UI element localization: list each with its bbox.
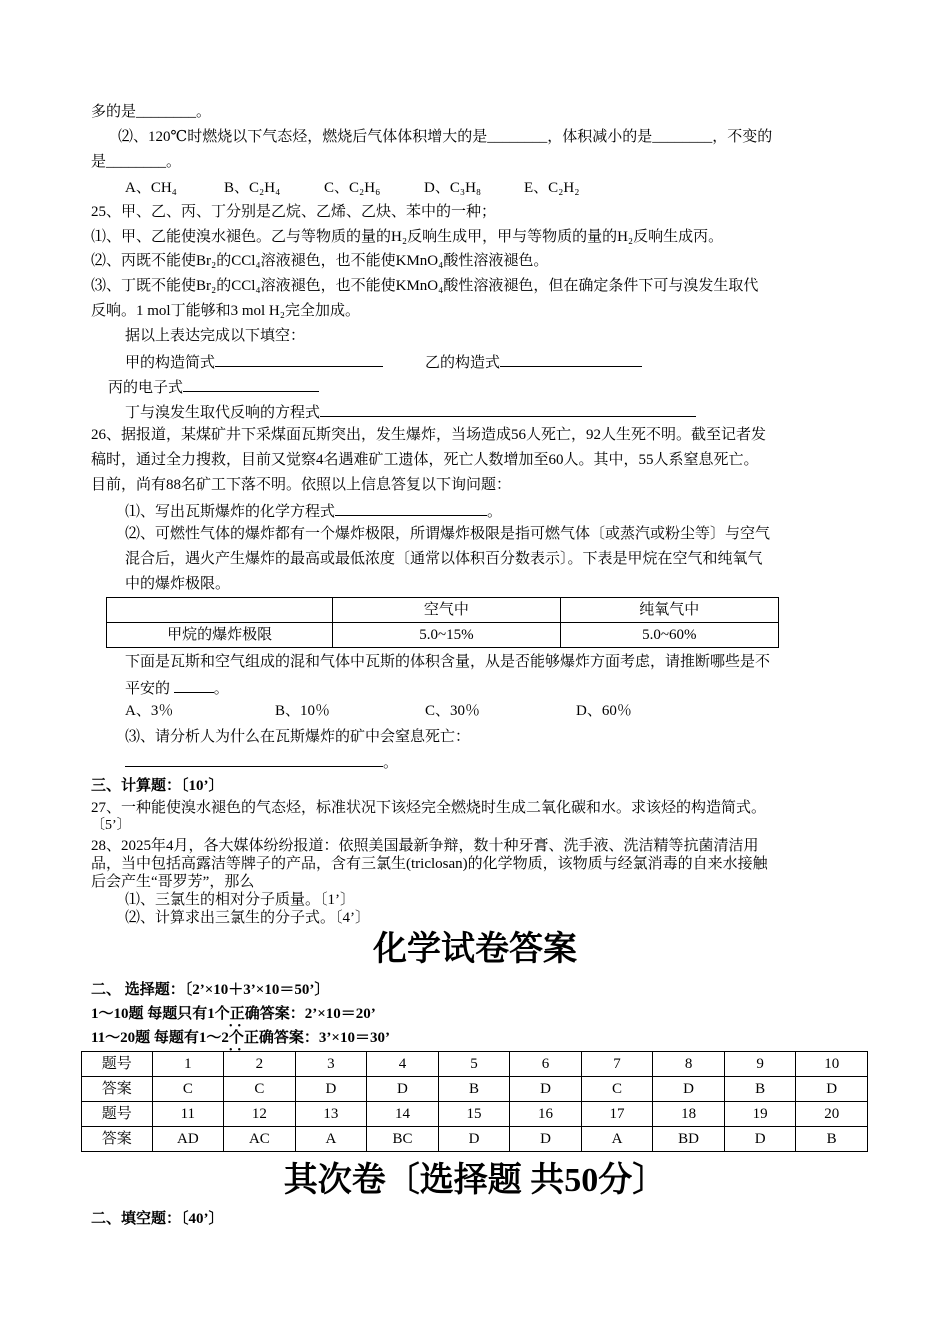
q28-line3: 后会产生“哥罗芳”，那么 [91,874,255,890]
table-cell: A [581,1127,653,1152]
table-row-header: 题号 [82,1052,153,1077]
q25-jia-line [125,351,383,373]
q26-sub3-end: 。 [383,755,399,771]
table-cell: 12 [224,1102,296,1127]
table-cell: 20 [796,1102,868,1127]
answer-title: 化学试卷答案 [373,931,577,968]
q25-part3-a: ⑶、丁既不能使Br₂的CCl₄溶液褪色，也不能使KMnO₄酸性溶液褪色，但在确定条件下可与溴发生取代 [91,278,759,294]
q25-part2: ⑵、丙既不能使Br₂的CCl₄溶液褪色，也不能使KMnO₄酸性溶液褪色。 [91,253,549,269]
fill-section-heading: 二、填空题：〔40’〕 [91,1211,224,1227]
table-cell: 16 [510,1102,582,1127]
q26-sub3-answer-blank[interactable] [125,751,383,767]
table-cell: 18 [653,1102,725,1127]
emphasis-dots: • • [229,1045,242,1056]
q25-ding-line [125,401,696,423]
q24-line1: 多的是________。 [91,104,212,120]
table-cell: D [295,1077,367,1102]
table-cell: AD [152,1127,224,1152]
q24-line2: ⑵、120℃时燃烧以下气态烃，燃烧后气体体积增大的是________，体积减小的是________，不变的 [118,129,773,145]
q26-after-table-1: 下面是瓦斯和空气组成的混和气体中瓦斯的体积含量，从是否能够爆炸方面考虑，请推断哪些是不 [125,654,771,670]
q26-sub1: ⑴、写出瓦斯爆炸的化学方程式 [125,504,336,520]
q26-sub1-answer-blank[interactable] [335,500,487,516]
table-cell: 2 [224,1052,296,1077]
table-cell: C [224,1077,296,1102]
table-cell: A [295,1127,367,1152]
table-cell: 13 [295,1102,367,1127]
q24-option-b: B、C₂H₄ [224,180,281,196]
q25-part3-b: 反响。1 mol丁能够和3 mol H₂完全加成。 [91,303,360,319]
table-cell: 11 [152,1102,224,1127]
table-cell: C [581,1077,653,1102]
q26-sub1-line [125,500,502,522]
q25-jia-answer-blank[interactable] [215,351,383,367]
q26-sub1-end: 。 [487,504,503,520]
q28-line1: 28、2025年4月，各大媒体纷纷报道：依照美国最新争辩，数十种牙膏、洗手液、洗洁精等抗菌清洁用 [91,838,759,854]
calc-section-heading: 三、计算题：〔10’〕 [91,778,224,794]
q26-sub3: ⑶、请分析人为什么在瓦斯爆炸的矿中会窒息死亡： [125,729,471,745]
table-cell: 17 [581,1102,653,1127]
table-cell: 19 [724,1102,796,1127]
table-cell: 10 [796,1052,868,1077]
q25-fill-intro: 据以上表达完成以下填空： [125,328,306,344]
q26-after-table-2 [125,677,229,699]
table-cell-label: 甲烷的爆炸极限 [107,623,333,648]
answer-rule-2: 11～20题 每题有1～2个正确答案：3’×10＝30’ [91,1030,390,1046]
q28-sub2: ⑵、计算求出三氯生的分子式。〔4’〕 [125,910,370,926]
table-cell: D [724,1127,796,1152]
table-cell: 7 [581,1052,653,1077]
q25-bing-line [108,376,319,398]
q24-option-d: D、C₃H₈ [424,180,482,196]
table-cell: B [724,1077,796,1102]
table-cell: 1 [152,1052,224,1077]
q26-sub2-b: 混合后，遇火产生爆炸的最高或最低浓度〔通常以体积百分数表示〕。下表是甲烷在空气和纯氧气 [125,551,763,567]
q27-points: 〔5’〕 [91,818,131,833]
table-row [82,1077,868,1102]
q28-sub1: ⑴、三氯生的相对分子质量。〔1’〕 [125,892,355,908]
table-cell: BC [367,1127,439,1152]
table-cell-air: 5.0~15% [333,623,560,648]
answer-rule-1: 1～10题 每题只有1个正确答案：2’×10＝20’ [91,1006,376,1022]
table-header-air: 空气中 [333,598,560,623]
table-cell-oxygen: 5.0~60% [560,623,778,648]
q25-bing-label: 丙的电子式 [108,380,184,396]
table-row [107,598,779,623]
table-cell: D [653,1077,725,1102]
table-cell: B [438,1077,510,1102]
q25-ding-answer-blank[interactable] [320,401,696,417]
q26-sub2-a: ⑵、可燃性气体的爆炸都有一个爆炸极限，所谓爆炸极限是指可燃气体〔或蒸汽或粉尘等〕与空气 [125,526,771,542]
table-row [107,623,779,648]
q24-option-e: E、C₂H₂ [524,180,580,196]
answer-section-heading: 二、 选择题：〔2’×10＋3’×10＝50’〕 [91,982,330,998]
table-row [82,1102,868,1127]
q25-yi-line [425,351,642,373]
table-cell: D [438,1127,510,1152]
q26-option-c: C、30％ [425,703,481,719]
table-header-oxygen: 纯氧气中 [560,598,778,623]
q26-after-table-2-end: 。 [213,681,229,697]
table-cell: 4 [367,1052,439,1077]
table-row-header: 答案 [82,1077,153,1102]
table-cell: 15 [438,1102,510,1127]
table-cell: D [510,1077,582,1102]
q26-sub3-answer-line [125,751,398,773]
q25-ding-label: 丁与溴发生取代反响的方程式 [125,405,321,421]
table-cell: AC [224,1127,296,1152]
q25-part1: ⑴、甲、乙能使溴水褪色。乙与等物质的量的H₂反响生成甲，甲与等物质的量的H₂反响生成丙。 [91,229,724,245]
table-cell: 5 [438,1052,510,1077]
table-header-empty [107,598,333,623]
q26-sub2-c: 中的爆炸极限。 [125,576,231,592]
table-cell: D [796,1077,868,1102]
q25-yi-label: 乙的构造式 [425,355,501,371]
q25-yi-answer-blank[interactable] [500,351,642,367]
table-cell: 6 [510,1052,582,1077]
table-cell: 3 [295,1052,367,1077]
emphasis-dots: • • [229,1021,242,1032]
table-cell: 8 [653,1052,725,1077]
q26-line3: 目前，尚有88名矿工下落不明。依照以上信息答复以下询问题： [91,477,512,493]
q24-option-a: A、CH₄ [125,180,177,196]
q24-option-c: C、C₂H₆ [324,180,381,196]
q26-after-table-2-text: 平安的 [125,681,171,697]
table-row [82,1052,868,1077]
answer-table [81,1051,868,1152]
q25-jia-label: 甲的构造简式 [125,355,216,371]
table-cell: 9 [724,1052,796,1077]
q26-option-a: A、3％ [125,703,174,719]
table-cell: D [510,1127,582,1152]
q24-line3: 是________。 [91,154,182,170]
q27-line1: 27、一种能使溴水褪色的气态烃，标准状况下该烃完全燃烧时生成二氧化碳和水。求该烃的构造简式。 [91,800,767,816]
table-cell: BD [653,1127,725,1152]
table-row-header: 题号 [82,1102,153,1127]
table-cell: D [367,1077,439,1102]
q26-line2: 稿时，通过全力搜救，目前又觉察4名遇难矿工遗体，死亡人数增加至60人。其中，55人系窒息死亡。 [91,452,759,468]
table-cell: C [152,1077,224,1102]
table-row-header: 答案 [82,1127,153,1152]
q28-line2: 品，当中包括高露洁等牌子的产品，含有三氯生(triclosan)的化学物质，该物质与经氯消毒的自来水接触 [91,856,768,872]
q26-option-b: B、10％ [275,703,331,719]
q26-line1: 26、据报道，某煤矿井下采煤面瓦斯突出，发生爆炸，当场造成56人死亡，92人生死不明。截至记者发 [91,427,767,443]
q26-unsafe-answer-blank[interactable] [174,677,214,693]
q26-option-d: D、60％ [576,703,632,719]
explosion-limit-table [106,597,779,648]
q25-intro: 25、甲、乙、丙、丁分别是乙烷、乙烯、乙炔、苯中的一种； [91,204,497,220]
part-two-title: 其次卷〔选择题 共50分〕 [283,1162,667,1199]
table-row [82,1127,868,1152]
table-cell: 14 [367,1102,439,1127]
q25-bing-answer-blank[interactable] [183,376,319,392]
table-cell: B [796,1127,868,1152]
